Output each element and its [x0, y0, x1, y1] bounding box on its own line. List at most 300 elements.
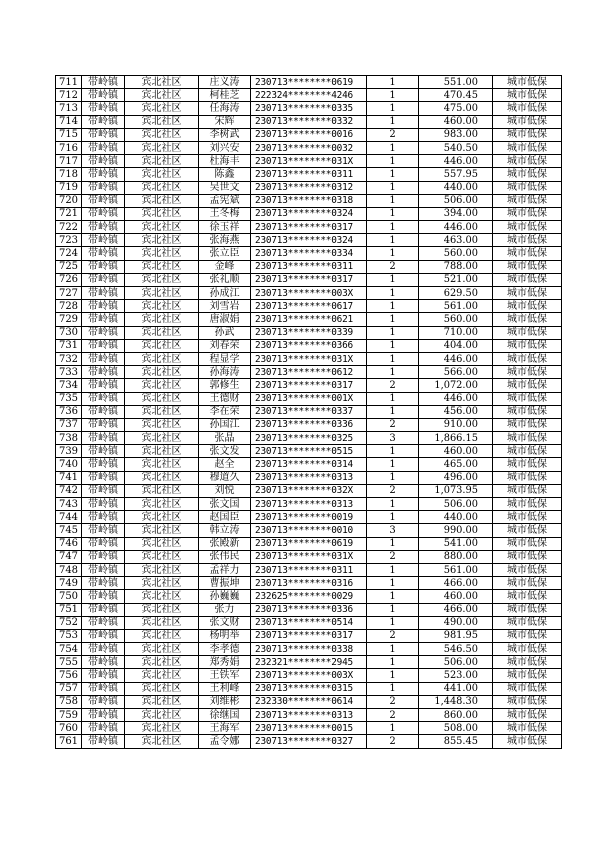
cell-assistance-type: 城市低保 [493, 616, 562, 629]
table-row [56, 550, 562, 563]
cell-household-size: 1 [367, 300, 419, 313]
cell-community: 宾北社区 [125, 168, 199, 181]
cell-id-number: 230713********0621 [251, 313, 367, 326]
cell-amount: 506.00 [419, 498, 493, 511]
cell-name: 刘雪岩 [199, 300, 251, 313]
cell-id-number: 232330********0614 [251, 695, 367, 708]
cell-community: 宾北社区 [125, 511, 199, 524]
cell-name: 程显学 [199, 352, 251, 365]
cell-household-size: 2 [367, 260, 419, 273]
cell-town: 带岭镇 [82, 339, 125, 352]
cell-assistance-type: 城市低保 [493, 511, 562, 524]
cell-name: 孟祥力 [199, 563, 251, 576]
cell-name: 孟令娜 [199, 735, 251, 748]
table-row [56, 76, 562, 89]
cell-town: 带岭镇 [82, 643, 125, 656]
cell-household-size: 1 [367, 563, 419, 576]
cell-community: 宾北社区 [125, 524, 199, 537]
cell-town: 带岭镇 [82, 550, 125, 563]
cell-amount: 446.00 [419, 392, 493, 405]
cell-assistance-type: 城市低保 [493, 722, 562, 735]
cell-name: 王德财 [199, 392, 251, 405]
cell-community: 宾北社区 [125, 432, 199, 445]
cell-id-number: 230713********031X [251, 352, 367, 365]
cell-household-size: 1 [367, 366, 419, 379]
cell-id-number: 230713********031X [251, 550, 367, 563]
cell-name: 孙海涛 [199, 366, 251, 379]
cell-row-number: 741 [56, 471, 82, 484]
cell-id-number: 230713********0317 [251, 221, 367, 234]
cell-town: 带岭镇 [82, 577, 125, 590]
table-row [56, 339, 562, 352]
cell-id-number: 230713********0315 [251, 682, 367, 695]
cell-id-number: 230713********0015 [251, 722, 367, 735]
cell-id-number: 230713********0334 [251, 247, 367, 260]
cell-town: 带岭镇 [82, 722, 125, 735]
cell-row-number: 724 [56, 247, 82, 260]
cell-town: 带岭镇 [82, 603, 125, 616]
cell-id-number: 230713********0314 [251, 458, 367, 471]
cell-name: 郑秀娟 [199, 656, 251, 669]
cell-community: 宾北社区 [125, 76, 199, 89]
cell-amount: 446.00 [419, 155, 493, 168]
cell-amount: 560.00 [419, 313, 493, 326]
cell-amount: 855.45 [419, 735, 493, 748]
cell-row-number: 743 [56, 498, 82, 511]
cell-id-number: 230713********0313 [251, 471, 367, 484]
cell-amount: 463.00 [419, 234, 493, 247]
cell-row-number: 756 [56, 669, 82, 682]
cell-id-number: 232321********2945 [251, 656, 367, 669]
cell-amount: 557.95 [419, 168, 493, 181]
cell-assistance-type: 城市低保 [493, 221, 562, 234]
cell-name: 赵国臣 [199, 511, 251, 524]
cell-row-number: 729 [56, 313, 82, 326]
cell-name: 张文财 [199, 616, 251, 629]
cell-community: 宾北社区 [125, 155, 199, 168]
cell-household-size: 1 [367, 669, 419, 682]
table-row [56, 300, 562, 313]
cell-id-number: 230713********0617 [251, 300, 367, 313]
cell-amount: 710.00 [419, 326, 493, 339]
cell-assistance-type: 城市低保 [493, 656, 562, 669]
cell-id-number: 230713********0317 [251, 379, 367, 392]
cell-row-number: 711 [56, 76, 82, 89]
cell-community: 宾北社区 [125, 194, 199, 207]
cell-id-number: 230713********0327 [251, 735, 367, 748]
cell-assistance-type: 城市低保 [493, 418, 562, 431]
cell-id-number: 230713********0335 [251, 102, 367, 115]
cell-name: 孙成江 [199, 287, 251, 300]
table-row [56, 115, 562, 128]
cell-household-size: 1 [367, 89, 419, 102]
cell-assistance-type: 城市低保 [493, 234, 562, 247]
cell-community: 宾北社区 [125, 735, 199, 748]
cell-community: 宾北社区 [125, 379, 199, 392]
cell-row-number: 715 [56, 128, 82, 141]
cell-assistance-type: 城市低保 [493, 194, 562, 207]
cell-row-number: 738 [56, 432, 82, 445]
cell-town: 带岭镇 [82, 89, 125, 102]
cell-row-number: 723 [56, 234, 82, 247]
table-row [56, 392, 562, 405]
cell-id-number: 230713********0318 [251, 194, 367, 207]
cell-town: 带岭镇 [82, 656, 125, 669]
cell-amount: 561.00 [419, 300, 493, 313]
cell-household-size: 1 [367, 155, 419, 168]
cell-row-number: 752 [56, 616, 82, 629]
cell-name: 庄义涛 [199, 76, 251, 89]
cell-household-size: 2 [367, 735, 419, 748]
cell-id-number: 230713********0317 [251, 629, 367, 642]
cell-amount: 521.00 [419, 273, 493, 286]
cell-row-number: 712 [56, 89, 82, 102]
cell-name: 杜海丰 [199, 155, 251, 168]
cell-amount: 446.00 [419, 352, 493, 365]
cell-community: 宾北社区 [125, 682, 199, 695]
cell-household-size: 1 [367, 722, 419, 735]
cell-amount: 460.00 [419, 590, 493, 603]
cell-amount: 506.00 [419, 194, 493, 207]
cell-assistance-type: 城市低保 [493, 115, 562, 128]
cell-community: 宾北社区 [125, 260, 199, 273]
cell-row-number: 732 [56, 352, 82, 365]
cell-name: 张晶 [199, 432, 251, 445]
table-row [56, 194, 562, 207]
table-row [56, 313, 562, 326]
cell-amount: 404.00 [419, 339, 493, 352]
cell-amount: 508.00 [419, 722, 493, 735]
cell-community: 宾北社区 [125, 141, 199, 154]
cell-assistance-type: 城市低保 [493, 643, 562, 656]
cell-name: 杨明举 [199, 629, 251, 642]
table-row [56, 682, 562, 695]
table-row [56, 524, 562, 537]
cell-id-number: 230713********0612 [251, 366, 367, 379]
cell-name: 张力 [199, 603, 251, 616]
cell-name: 徐继国 [199, 709, 251, 722]
cell-town: 带岭镇 [82, 682, 125, 695]
table-row [56, 207, 562, 220]
cell-name: 宋辉 [199, 115, 251, 128]
cell-town: 带岭镇 [82, 366, 125, 379]
table-row [56, 471, 562, 484]
cell-household-size: 2 [367, 379, 419, 392]
cell-community: 宾北社区 [125, 709, 199, 722]
table-row [56, 590, 562, 603]
cell-assistance-type: 城市低保 [493, 603, 562, 616]
cell-household-size: 1 [367, 656, 419, 669]
cell-town: 带岭镇 [82, 141, 125, 154]
cell-town: 带岭镇 [82, 247, 125, 260]
table-row [56, 141, 562, 154]
cell-row-number: 757 [56, 682, 82, 695]
table-row [56, 616, 562, 629]
cell-town: 带岭镇 [82, 326, 125, 339]
cell-household-size: 1 [367, 313, 419, 326]
cell-name: 张礼顺 [199, 273, 251, 286]
cell-household-size: 1 [367, 76, 419, 89]
cell-row-number: 759 [56, 709, 82, 722]
cell-town: 带岭镇 [82, 458, 125, 471]
cell-row-number: 718 [56, 168, 82, 181]
cell-amount: 981.95 [419, 629, 493, 642]
cell-row-number: 760 [56, 722, 82, 735]
cell-amount: 460.00 [419, 445, 493, 458]
cell-id-number: 230713********0311 [251, 563, 367, 576]
cell-community: 宾北社区 [125, 181, 199, 194]
cell-id-number: 230713********0619 [251, 76, 367, 89]
cell-name: 韩立涛 [199, 524, 251, 537]
cell-household-size: 1 [367, 326, 419, 339]
cell-row-number: 716 [56, 141, 82, 154]
cell-id-number: 230713********0032 [251, 141, 367, 154]
cell-community: 宾北社区 [125, 643, 199, 656]
cell-id-number: 230713********0515 [251, 445, 367, 458]
cell-household-size: 1 [367, 339, 419, 352]
cell-amount: 475.00 [419, 102, 493, 115]
cell-name: 徐玉祥 [199, 221, 251, 234]
cell-amount: 456.00 [419, 405, 493, 418]
cell-amount: 394.00 [419, 207, 493, 220]
cell-amount: 546.50 [419, 643, 493, 656]
cell-row-number: 745 [56, 524, 82, 537]
cell-household-size: 3 [367, 432, 419, 445]
cell-id-number: 230713********0313 [251, 709, 367, 722]
cell-community: 宾北社区 [125, 89, 199, 102]
cell-town: 带岭镇 [82, 115, 125, 128]
cell-household-size: 1 [367, 445, 419, 458]
cell-community: 宾北社区 [125, 115, 199, 128]
cell-town: 带岭镇 [82, 445, 125, 458]
cell-assistance-type: 城市低保 [493, 155, 562, 168]
cell-row-number: 737 [56, 418, 82, 431]
table-row [56, 260, 562, 273]
cell-id-number: 230713********0336 [251, 603, 367, 616]
cell-row-number: 731 [56, 339, 82, 352]
cell-community: 宾北社区 [125, 339, 199, 352]
cell-name: 柯桂芝 [199, 89, 251, 102]
table-row [56, 577, 562, 590]
cell-assistance-type: 城市低保 [493, 313, 562, 326]
table-row [56, 89, 562, 102]
cell-name: 李在荣 [199, 405, 251, 418]
cell-row-number: 761 [56, 735, 82, 748]
cell-id-number: 230713********0316 [251, 577, 367, 590]
cell-row-number: 717 [56, 155, 82, 168]
cell-row-number: 747 [56, 550, 82, 563]
cell-row-number: 754 [56, 643, 82, 656]
cell-household-size: 1 [367, 221, 419, 234]
cell-row-number: 719 [56, 181, 82, 194]
table-row [56, 102, 562, 115]
cell-name: 刘春荣 [199, 339, 251, 352]
cell-community: 宾北社区 [125, 550, 199, 563]
cell-name: 张殿新 [199, 537, 251, 550]
cell-assistance-type: 城市低保 [493, 550, 562, 563]
cell-id-number: 230713********0313 [251, 498, 367, 511]
cell-town: 带岭镇 [82, 511, 125, 524]
cell-amount: 490.00 [419, 616, 493, 629]
cell-town: 带岭镇 [82, 194, 125, 207]
cell-community: 宾北社区 [125, 221, 199, 234]
table-row [56, 273, 562, 286]
cell-town: 带岭镇 [82, 563, 125, 576]
cell-id-number: 230713********0311 [251, 260, 367, 273]
cell-name: 刘兴安 [199, 141, 251, 154]
cell-household-size: 1 [367, 603, 419, 616]
cell-amount: 1,072.00 [419, 379, 493, 392]
cell-community: 宾北社区 [125, 537, 199, 550]
cell-assistance-type: 城市低保 [493, 273, 562, 286]
cell-community: 宾北社区 [125, 563, 199, 576]
cell-town: 带岭镇 [82, 537, 125, 550]
cell-row-number: 740 [56, 458, 82, 471]
cell-assistance-type: 城市低保 [493, 735, 562, 748]
cell-assistance-type: 城市低保 [493, 445, 562, 458]
cell-name: 曹振坤 [199, 577, 251, 590]
cell-name: 金峰 [199, 260, 251, 273]
cell-household-size: 1 [367, 458, 419, 471]
cell-household-size: 1 [367, 590, 419, 603]
cell-name: 刘维彬 [199, 695, 251, 708]
cell-assistance-type: 城市低保 [493, 76, 562, 89]
cell-assistance-type: 城市低保 [493, 141, 562, 154]
cell-name: 张文发 [199, 445, 251, 458]
cell-household-size: 1 [367, 577, 419, 590]
cell-town: 带岭镇 [82, 669, 125, 682]
cell-assistance-type: 城市低保 [493, 590, 562, 603]
table-row [56, 709, 562, 722]
cell-id-number: 222324********4246 [251, 89, 367, 102]
table-row [56, 405, 562, 418]
cell-assistance-type: 城市低保 [493, 181, 562, 194]
cell-assistance-type: 城市低保 [493, 669, 562, 682]
cell-community: 宾北社区 [125, 603, 199, 616]
cell-household-size: 2 [367, 709, 419, 722]
cell-town: 带岭镇 [82, 313, 125, 326]
cell-assistance-type: 城市低保 [493, 128, 562, 141]
cell-community: 宾北社区 [125, 326, 199, 339]
cell-town: 带岭镇 [82, 207, 125, 220]
cell-row-number: 742 [56, 484, 82, 497]
cell-assistance-type: 城市低保 [493, 392, 562, 405]
cell-amount: 1,866.15 [419, 432, 493, 445]
cell-assistance-type: 城市低保 [493, 287, 562, 300]
cell-assistance-type: 城市低保 [493, 524, 562, 537]
cell-assistance-type: 城市低保 [493, 498, 562, 511]
cell-row-number: 736 [56, 405, 82, 418]
cell-name: 孙巍巍 [199, 590, 251, 603]
cell-community: 宾北社区 [125, 484, 199, 497]
cell-id-number: 230713********003X [251, 669, 367, 682]
table-row [56, 181, 562, 194]
cell-amount: 496.00 [419, 471, 493, 484]
cell-name: 陈鑫 [199, 168, 251, 181]
cell-assistance-type: 城市低保 [493, 260, 562, 273]
cell-household-size: 1 [367, 207, 419, 220]
cell-household-size: 1 [367, 405, 419, 418]
cell-community: 宾北社区 [125, 207, 199, 220]
cell-amount: 540.50 [419, 141, 493, 154]
cell-row-number: 730 [56, 326, 82, 339]
cell-community: 宾北社区 [125, 590, 199, 603]
cell-town: 带岭镇 [82, 221, 125, 234]
cell-community: 宾北社区 [125, 247, 199, 260]
cell-row-number: 748 [56, 563, 82, 576]
cell-name: 郭修生 [199, 379, 251, 392]
cell-town: 带岭镇 [82, 379, 125, 392]
cell-row-number: 725 [56, 260, 82, 273]
cell-assistance-type: 城市低保 [493, 326, 562, 339]
cell-amount: 629.50 [419, 287, 493, 300]
cell-amount: 460.00 [419, 115, 493, 128]
cell-community: 宾北社区 [125, 418, 199, 431]
cell-row-number: 735 [56, 392, 82, 405]
cell-household-size: 1 [367, 498, 419, 511]
cell-town: 带岭镇 [82, 629, 125, 642]
cell-name: 王铁军 [199, 669, 251, 682]
cell-row-number: 751 [56, 603, 82, 616]
cell-id-number: 230713********0366 [251, 339, 367, 352]
cell-row-number: 720 [56, 194, 82, 207]
cell-town: 带岭镇 [82, 300, 125, 313]
cell-id-number: 230713********0324 [251, 207, 367, 220]
cell-row-number: 727 [56, 287, 82, 300]
cell-amount: 440.00 [419, 511, 493, 524]
cell-id-number: 230713********0514 [251, 616, 367, 629]
table-row [56, 484, 562, 497]
cell-name: 孟宪斌 [199, 194, 251, 207]
cell-assistance-type: 城市低保 [493, 432, 562, 445]
cell-household-size: 1 [367, 537, 419, 550]
cell-name: 刘悦 [199, 484, 251, 497]
cell-town: 带岭镇 [82, 273, 125, 286]
cell-town: 带岭镇 [82, 498, 125, 511]
cell-id-number: 230713********0338 [251, 643, 367, 656]
cell-town: 带岭镇 [82, 484, 125, 497]
cell-assistance-type: 城市低保 [493, 405, 562, 418]
cell-household-size: 1 [367, 643, 419, 656]
table-row [56, 511, 562, 524]
cell-community: 宾北社区 [125, 629, 199, 642]
cell-assistance-type: 城市低保 [493, 352, 562, 365]
cell-row-number: 721 [56, 207, 82, 220]
cell-name: 张伟民 [199, 550, 251, 563]
cell-household-size: 2 [367, 695, 419, 708]
cell-town: 带岭镇 [82, 735, 125, 748]
cell-amount: 860.00 [419, 709, 493, 722]
cell-amount: 983.00 [419, 128, 493, 141]
table-row [56, 155, 562, 168]
table-row [56, 352, 562, 365]
cell-id-number: 232625********0029 [251, 590, 367, 603]
cell-community: 宾北社区 [125, 352, 199, 365]
table-row [56, 247, 562, 260]
cell-community: 宾北社区 [125, 300, 199, 313]
cell-assistance-type: 城市低保 [493, 682, 562, 695]
cell-row-number: 713 [56, 102, 82, 115]
cell-town: 带岭镇 [82, 234, 125, 247]
cell-assistance-type: 城市低保 [493, 629, 562, 642]
cell-amount: 561.00 [419, 563, 493, 576]
cell-id-number: 230713********0339 [251, 326, 367, 339]
cell-assistance-type: 城市低保 [493, 168, 562, 181]
cell-name: 任海涛 [199, 102, 251, 115]
cell-household-size: 3 [367, 524, 419, 537]
cell-row-number: 758 [56, 695, 82, 708]
table-row [56, 695, 562, 708]
